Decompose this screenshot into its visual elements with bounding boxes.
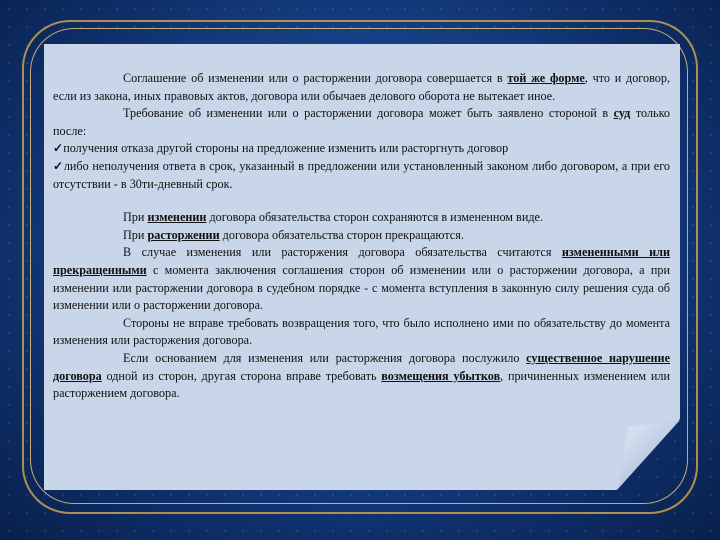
- term-court: суд: [613, 106, 631, 121]
- paragraph-no-return: Стороны не вправе требовать возвращения того, что было исполнено ими по обязательству до момента изменения или расторжения договора.: [53, 315, 670, 348]
- term-same-form: той же форме: [507, 71, 585, 85]
- check-item-no-answer: ✓ либо неполучения ответа в срок, указанный в предложении или установленный законом либо договором, а при его отсутствии - в 30ти-дневный срок.: [53, 158, 670, 193]
- term-termination: расторжении: [147, 227, 220, 242]
- term-damages: возмещения убытков: [381, 368, 501, 383]
- term-change: изменении: [147, 210, 207, 225]
- paragraph-termination: При расторжении договора обязательства сторон прекращаются.: [123, 227, 464, 242]
- paragraph-form: Соглашение об изменении или о расторжении договора совершается в той же форме, что и договор, если из закона, иных правовых актов, договора или обычаев делового оборота не вытекает иное.: [53, 71, 671, 103]
- paragraph-change: При изменении договора обязательства сторон сохраняются в измененном виде.: [123, 210, 543, 225]
- check-item-refusal: ✓ получения отказа другой стороны на предложение изменить или расторгнуть договор: [53, 140, 670, 158]
- slide-text: [53, 70, 670, 403]
- paragraph-moment: В случае изменения или расторжения договора обязательства считаются измененными или прекращенными с момента заключения соглашения сторон об изменении или о расторжении договора, а при изменении или расторжении договора в судебном порядке - с момента вступления в законную силу решения суда об изменении или о расторжении договора.: [53, 245, 670, 313]
- paragraph-damages: Если основанием для изменения или расторжения договора послужило существенное нарушение договора одной из сторон, другая сторона вправе требовать возмещения убытков, причиненных изменением или расторжением договора.: [53, 350, 670, 401]
- paragraph-court: Требование об изменении или о расторжении договора может быть заявлено стороной в суд только после:: [53, 106, 671, 138]
- term-changed-terminated: измененными или прекращенными: [53, 245, 670, 277]
- term-material-breach: существенное нарушение договора: [53, 350, 670, 383]
